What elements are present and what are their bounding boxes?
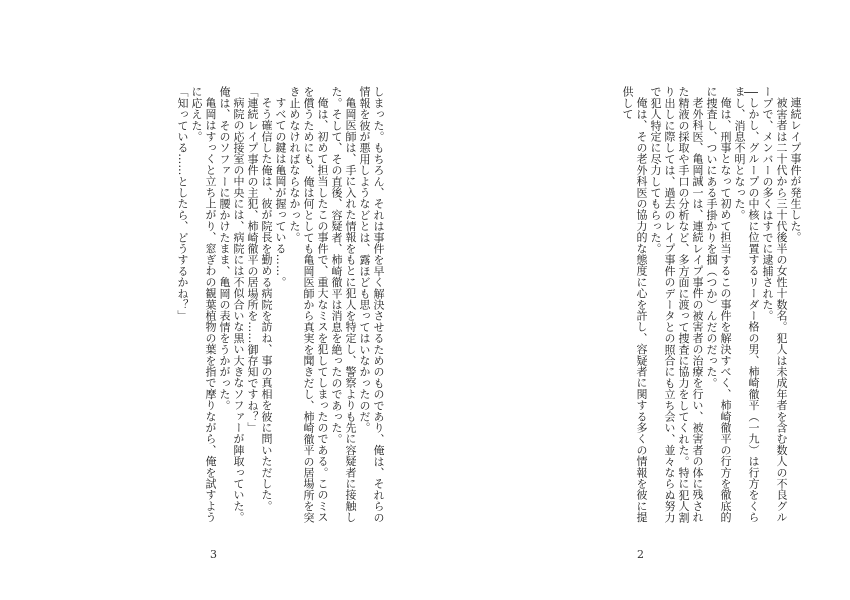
paragraph: 俺は、初めて担当したこの事件で、重大なミスを犯してしまったのである。このミスを償うためにも、俺は何としても亀岡医師から真実を聞きだし、柿崎徹平の居場所を突き止めなければならなかった。 <box>288 86 329 523</box>
paragraph: 俺は、刑事となって初めて担当するこの事件を解決すべく、柿崎徹平の行方を徹底的に捜査し、ついにある手掛かりを掴（つか）んだのだった。 <box>705 86 732 523</box>
paragraph: 老外科医、亀岡誠一は、連続レイプ事件の被害者の治療を行い、被害者の体に残された精液の採取や手口の分析など、多方面に渡って捜査に協力をしてくれた。特に犯人割り出しに際しては、過去のレイプ事件のデータとの照合にも立ち会い、並々ならぬ努力で犯人特定に尽力してもらった。 <box>649 86 704 523</box>
paragraph: しまった。もちろん、それは事件を早く解決させるためのものであり、俺は、それらの情報を彼が悪用しようなどとは、露ほども思ってはいなかったのだ。 <box>358 86 385 523</box>
right-page <box>425 0 850 600</box>
paragraph: 亀岡医師は、手に入れた情報をもとに犯人を特定し、警察よりも先に容疑者に接触した。そして、その直後、容疑者、柿崎徹平は消息を絶ったのであった。 <box>330 86 357 523</box>
paragraph: 病院の応接室の中央には、病院には不似合いな黒い大きなソファーが陣取っていた。俺は、そのソファーに腰かけたまま、亀岡の表情をうかがった。 <box>218 86 245 523</box>
page-number: 2 <box>637 548 644 561</box>
paragraph: 被害者は二十代から三十代後半の女性十数名。犯人は未成年者を含む数人の不良グループで、メンバーの多くはすでに逮捕された。 <box>761 86 788 523</box>
paragraph: 連続レイプ事件が発生した。 <box>789 97 802 243</box>
page-number: 3 <box>210 548 217 561</box>
paragraph: 亀岡はすっくと立ち上がり、窓ぎわの観葉植物の葉を指で摩りながら、俺を試すように応えた。 <box>190 86 217 523</box>
left-page-text <box>55 86 385 526</box>
dialogue-line: 「知っている……としたら、どうするかね？」 <box>176 86 189 322</box>
paragraph: すべての鍵は亀岡が握っている……。 <box>274 97 287 288</box>
right-page-text <box>482 86 802 526</box>
paragraph: 俺は、その老外科医の協力的な態度に心を許し、容疑者に関する多くの情報を彼に提供して <box>621 86 648 523</box>
paragraph: しかし、グループの中核に位置するリーダー格の男、柿崎徹平（一九）は行方をくらまし、消息不明となった。 <box>733 86 760 523</box>
paragraph: そう確信した俺は、彼が院長を勤める病院を訪ね、事の真相を彼に問いただした。 <box>260 97 273 512</box>
dialogue-line: 「連続レイプ事件の主犯、柿崎徹平の居場所を……御存知ですね？」 <box>246 86 259 434</box>
